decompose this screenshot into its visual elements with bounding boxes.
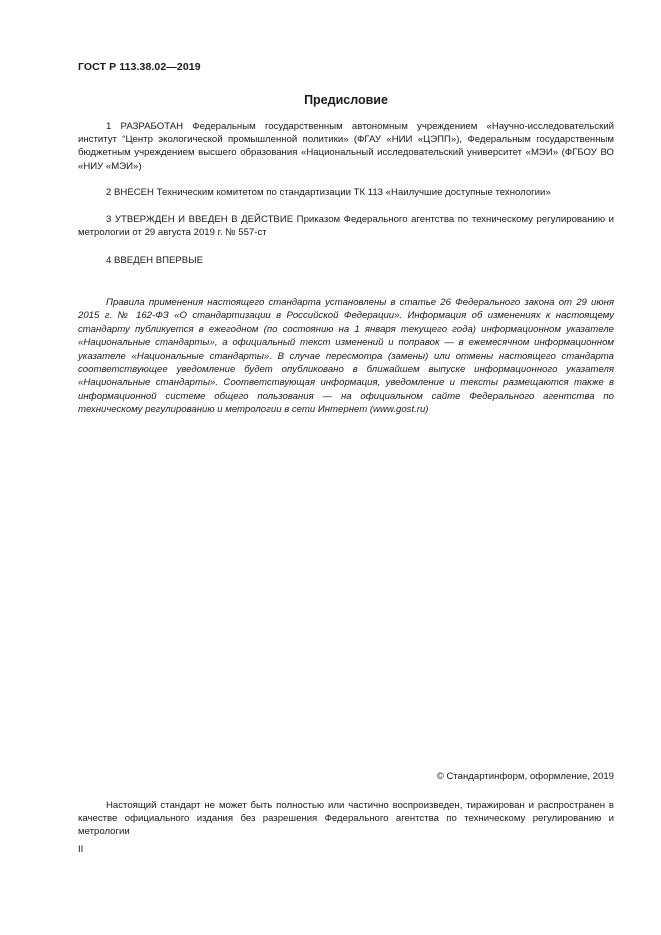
rights-notice: Настоящий стандарт не может быть полностью или частично воспроизведен, тиражирован и распространен в качестве официального издания без разрешения Федерального агентства по техническому регулированию и метрологии xyxy=(78,800,614,838)
paragraph-submitted-by: 2 ВНЕСЕН Техническим комитетом по стандартизации ТК 113 «Наилучшие доступные технологии» xyxy=(106,187,551,198)
application-rules-notice: Правила применения настоящего стандарта установлены в статье 26 Федерального закона от 29 июня 2015 г. № 162-ФЗ «О стандартизации в Российской Федерации». Информация об изменениях к настоящему стандарту публикуется в ежегодном (по состоянию на 1 января текущего года) информационном указателе «Национальные стандарты», а официальный текст изменений и поправок — в ежемесячном информационном указателе «Национальные стандарты». В случае пересмотра (замены) или отмены настоящего стандарта соответствующее уведомление будет опубликовано в ближайшем выпуске информационного указателя «Национальные стандарты». Соответствующая информация, уведомление и тексты размещаются также в информационной системе общего пользования — на официальном сайте Федерального агентства по техническому регулированию и метрологии в сети Интернет (www.gost.ru) xyxy=(78,297,614,416)
copyright-line: © Стандартинформ, оформление, 2019 xyxy=(436,771,614,782)
paragraph-approved: 3 УТВЕРЖДЕН И ВВЕДЕН В ДЕЙСТВИЕ Приказом Федерального агентства по техническому регулированию и метрологии от 29 августа 2019 г. № 557-ст xyxy=(78,214,614,239)
paragraph-developed-by: 1 РАЗРАБОТАН Федеральным государственным автономным учреждением «Научно-исследовательский институт “Центр экологической промышленной политики» (ФГАУ «НИИ «ЦЭПП»), Федеральным государственным бюджетным учреждением высшего образования «Национальный исследовательский университет «МЭИ» (ФГБОУ ВО «НИУ «МЭИ») xyxy=(78,121,614,172)
page-number: II xyxy=(78,844,84,855)
paragraph-introduced: 4 ВВЕДЕН ВПЕРВЫЕ xyxy=(106,255,204,266)
document-code: ГОСТ Р 113.38.02—2019 xyxy=(78,61,201,73)
section-title: Предисловие xyxy=(304,93,388,107)
